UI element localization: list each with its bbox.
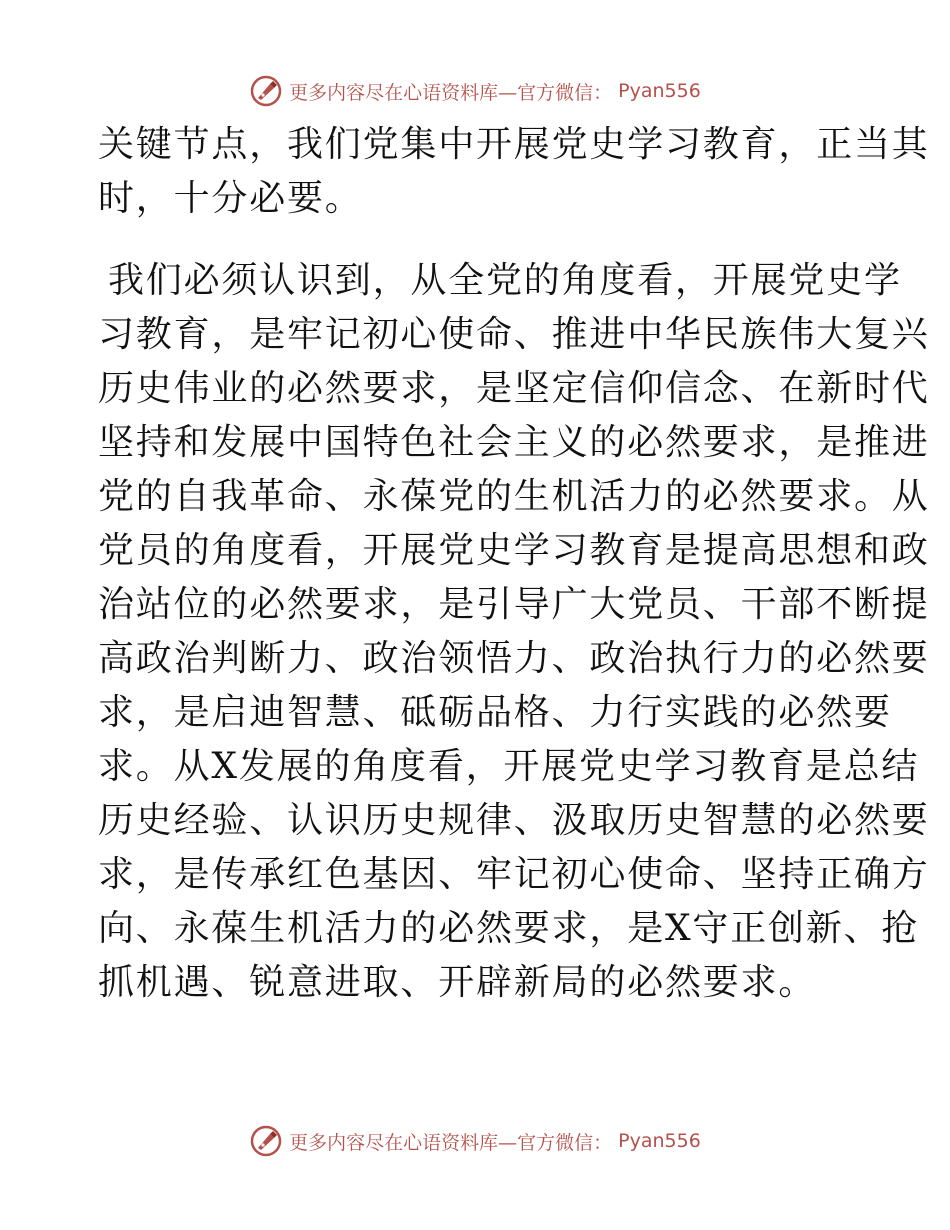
text-line: 党员的角度看，开展党史学习教育是提高思想和政 <box>98 530 930 571</box>
text-line: 历史经验、认识历史规律、汲取历史智慧的必然要 <box>98 800 930 841</box>
paragraph-1 <box>98 118 930 226</box>
text-line: 求，是传承红色基因、牢记初心使命、坚持正确方 <box>98 854 930 895</box>
watermark-text: 更多内容尽在心语资料库—官方微信： <box>289 81 613 104</box>
text-line: 历史伟业的必然要求，是坚定信仰信念、在新时代 <box>98 368 930 409</box>
text-line: 抓机遇、锐意进取、开辟新局的必然要求。 <box>98 962 817 1003</box>
text-line: 我们必须认识到，从全党的角度看，开展党史学 <box>108 260 902 301</box>
text-line: 党的自我革命、永葆党的生机活力的必然要求。从 <box>98 476 930 517</box>
text-line: 求，是启迪智慧、砥砺品格、力行实践的必然要 <box>98 692 892 733</box>
watermark-wechat-id: Pyan556 <box>618 1130 701 1152</box>
watermark-text: 更多内容尽在心语资料库—官方微信： <box>289 1131 613 1154</box>
footer-watermark <box>0 1124 950 1158</box>
text-line: 时，十分必要。 <box>98 178 363 219</box>
text-line: 向、永葆生机活力的必然要求，是X守正创新、抢 <box>98 908 920 949</box>
text-line: 习教育，是牢记初心使命、推进中华民族伟大复兴 <box>98 314 930 355</box>
text-line: 关键节点，我们党集中开展党史学习教育，正当其 <box>98 124 930 165</box>
text-line: 高政治判断力、政治领悟力、政治执行力的必然要 <box>98 638 930 679</box>
paragraph-2 <box>98 254 930 1010</box>
text-line: 治站位的必然要求，是引导广大党员、干部不断提 <box>98 584 930 625</box>
pen-nib-logo-icon <box>249 74 283 108</box>
pen-nib-logo-icon <box>249 1124 283 1158</box>
header-watermark <box>0 74 950 108</box>
document-body <box>98 118 930 1010</box>
watermark-wechat-id: Pyan556 <box>618 80 701 102</box>
text-line: 求。从X发展的角度看，开展党史学习教育是总结 <box>98 746 920 787</box>
text-line: 坚持和发展中国特色社会主义的必然要求，是推进 <box>98 422 930 463</box>
